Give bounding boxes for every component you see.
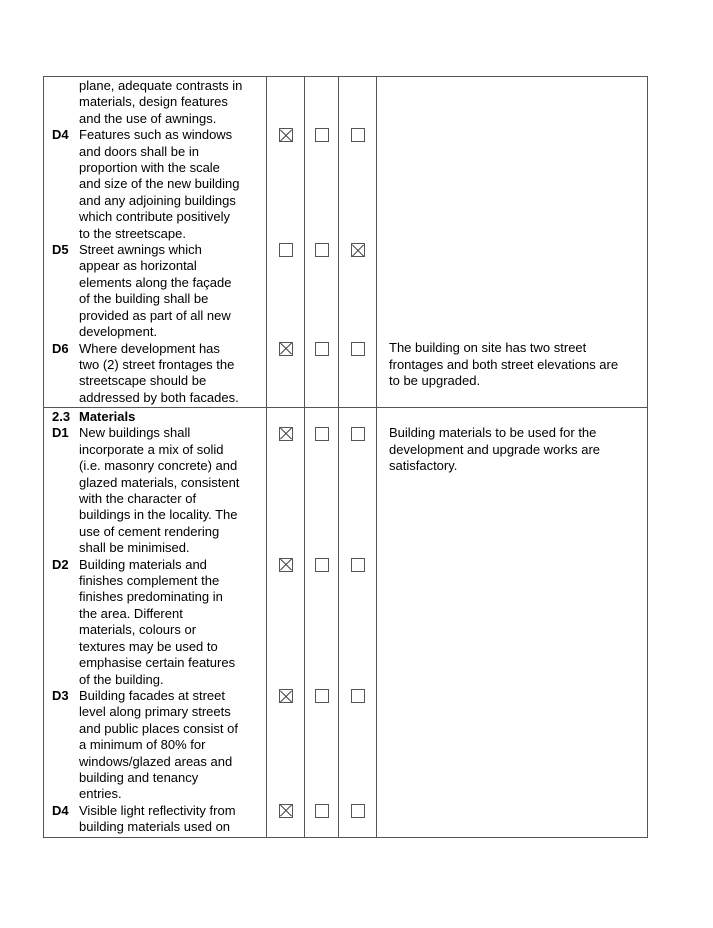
item-text-line: Where development has bbox=[79, 340, 220, 356]
comments-cell bbox=[377, 408, 648, 838]
item-text-line: buildings in the locality. The bbox=[79, 507, 238, 523]
item-code bbox=[52, 324, 79, 340]
item-code bbox=[52, 144, 79, 160]
continued-line bbox=[52, 111, 260, 127]
comment-line: to be upgraded. bbox=[389, 373, 481, 389]
item-line bbox=[52, 291, 260, 307]
item-line bbox=[52, 160, 260, 176]
comment-line: frontages and both street elevations are bbox=[389, 356, 619, 372]
item-code bbox=[52, 442, 79, 458]
item-line bbox=[52, 573, 260, 589]
item-line bbox=[52, 688, 260, 704]
item-text-line: Visible light reflectivity from bbox=[79, 802, 236, 818]
comment-line: Building materials to be used for the bbox=[389, 425, 597, 441]
item-text-line: materials, colours or bbox=[79, 622, 197, 638]
item-text-line: Features such as windows bbox=[79, 127, 233, 143]
item-code bbox=[52, 160, 79, 176]
item-line bbox=[52, 754, 260, 770]
item-code bbox=[52, 655, 79, 671]
yes-column bbox=[267, 408, 305, 838]
empty-checkbox[interactable] bbox=[351, 689, 365, 703]
item-code bbox=[52, 639, 79, 655]
item-line bbox=[52, 475, 260, 491]
item-text-line: level along primary streets bbox=[79, 704, 231, 720]
item-text-line: development. bbox=[79, 324, 158, 340]
item-text-line: of the building shall be bbox=[79, 291, 209, 307]
item-line bbox=[52, 622, 260, 638]
item-code: D3 bbox=[52, 687, 69, 703]
item-text-line: emphasise certain features bbox=[79, 655, 236, 671]
empty-checkbox[interactable] bbox=[351, 128, 365, 142]
item-code bbox=[52, 291, 79, 307]
item-code bbox=[52, 622, 79, 638]
item-line bbox=[52, 308, 260, 324]
item-line bbox=[52, 770, 260, 786]
item-line bbox=[52, 341, 260, 357]
item-code bbox=[52, 357, 79, 373]
item-line bbox=[52, 442, 260, 458]
item-text-line: proportion with the scale bbox=[79, 160, 220, 176]
item-text-line: (i.e. masonry concrete) and bbox=[79, 458, 238, 474]
item-text-line: incorporate a mix of solid bbox=[79, 441, 224, 457]
item-line bbox=[52, 176, 260, 192]
checked-checkbox[interactable] bbox=[351, 243, 365, 257]
item-code bbox=[52, 475, 79, 491]
item-text-line: finishes complement the bbox=[79, 573, 220, 589]
item-line bbox=[52, 786, 260, 802]
item-text-line: entries. bbox=[79, 786, 122, 802]
item-line bbox=[52, 672, 260, 688]
item-text-line: with the character of bbox=[79, 491, 197, 507]
comment-line: satisfactory. bbox=[389, 458, 458, 474]
item-text-line: materials, design features bbox=[79, 94, 228, 110]
item-text-line: to the streetscape. bbox=[79, 225, 186, 241]
item-code: D1 bbox=[52, 425, 69, 441]
empty-checkbox[interactable] bbox=[315, 689, 329, 703]
item-text-line: Building materials and bbox=[79, 556, 207, 572]
item-code bbox=[52, 458, 79, 474]
item-text-line: which contribute positively bbox=[79, 209, 231, 225]
comment bbox=[389, 340, 637, 389]
item-code bbox=[52, 78, 79, 94]
item-code: D6 bbox=[52, 340, 69, 356]
item-text-line: and doors shall be in bbox=[79, 143, 199, 159]
item-line bbox=[52, 803, 260, 819]
item-code bbox=[52, 491, 79, 507]
item-code bbox=[52, 819, 79, 835]
item-text-line: two (2) street frontages the bbox=[79, 356, 235, 372]
item-text-line: and any adjoining buildings bbox=[79, 192, 236, 208]
na-column bbox=[339, 77, 377, 408]
item-code bbox=[52, 524, 79, 540]
item-line bbox=[52, 373, 260, 389]
item-text-line: of the building. bbox=[79, 671, 164, 687]
empty-checkbox[interactable] bbox=[351, 804, 365, 818]
item-code: D4 bbox=[52, 802, 69, 818]
section-row-materials bbox=[44, 408, 648, 838]
continued-line bbox=[52, 78, 260, 94]
empty-checkbox[interactable] bbox=[351, 558, 365, 572]
item-code: D5 bbox=[52, 242, 69, 258]
item-text-line: finishes predominating in bbox=[79, 589, 223, 605]
item-text-line: addressed by both facades. bbox=[79, 389, 239, 405]
item-line bbox=[52, 357, 260, 373]
item-code bbox=[52, 111, 79, 127]
item-line bbox=[52, 242, 260, 258]
item-code bbox=[52, 94, 79, 110]
item-line bbox=[52, 524, 260, 540]
item-text-line: the area. Different bbox=[79, 605, 183, 621]
item-text-line: Building facades at street bbox=[79, 687, 225, 703]
item-line bbox=[52, 639, 260, 655]
item-text-line: Materials bbox=[79, 409, 136, 424]
item-code bbox=[52, 540, 79, 556]
item-code bbox=[52, 573, 79, 589]
item-line bbox=[52, 540, 260, 556]
checked-checkbox[interactable] bbox=[279, 689, 293, 703]
section-row-facade bbox=[44, 77, 648, 408]
empty-checkbox[interactable] bbox=[315, 342, 329, 356]
item-text-line: Street awnings which bbox=[79, 242, 202, 258]
item-code bbox=[52, 704, 79, 720]
empty-checkbox[interactable] bbox=[351, 342, 365, 356]
item-text-line: building materials used on bbox=[79, 819, 231, 835]
item-code: D4 bbox=[52, 127, 69, 143]
item-code bbox=[52, 786, 79, 802]
checked-checkbox[interactable] bbox=[279, 804, 293, 818]
item-line bbox=[52, 275, 260, 291]
item-code bbox=[52, 672, 79, 688]
item-code bbox=[52, 226, 79, 242]
item-line bbox=[52, 721, 260, 737]
item-line bbox=[52, 491, 260, 507]
item-line bbox=[52, 507, 260, 523]
empty-checkbox[interactable] bbox=[315, 243, 329, 257]
checked-checkbox[interactable] bbox=[279, 128, 293, 142]
item-text-line: elements along the façade bbox=[79, 274, 232, 290]
item-code bbox=[52, 176, 79, 192]
item-line bbox=[52, 127, 260, 143]
item-line bbox=[52, 458, 260, 474]
item-text-line: and public places consist of bbox=[79, 720, 238, 736]
item-line bbox=[52, 737, 260, 753]
item-text-line: streetscape should be bbox=[79, 373, 207, 389]
item-text-line: provided as part of all new bbox=[79, 307, 231, 323]
comment-line: The building on site has two street bbox=[389, 340, 587, 356]
item-line bbox=[52, 655, 260, 671]
na-column bbox=[339, 408, 377, 838]
item-text-line: New buildings shall bbox=[79, 425, 191, 441]
empty-checkbox[interactable] bbox=[351, 427, 365, 441]
item-code bbox=[52, 754, 79, 770]
empty-checkbox[interactable] bbox=[315, 427, 329, 441]
item-code bbox=[52, 390, 79, 406]
item-line bbox=[52, 606, 260, 622]
item-code: D2 bbox=[52, 556, 69, 572]
item-code bbox=[52, 770, 79, 786]
checked-checkbox[interactable] bbox=[279, 427, 293, 441]
empty-checkbox[interactable] bbox=[315, 558, 329, 572]
empty-checkbox[interactable] bbox=[315, 128, 329, 142]
checked-checkbox[interactable] bbox=[279, 342, 293, 356]
item-text-line: use of cement rendering bbox=[79, 523, 220, 539]
checked-checkbox[interactable] bbox=[279, 558, 293, 572]
item-line bbox=[52, 193, 260, 209]
item-line bbox=[52, 144, 260, 160]
item-code bbox=[52, 275, 79, 291]
description-cell bbox=[44, 77, 267, 408]
item-text-line: building and tenancy bbox=[79, 769, 199, 785]
item-line bbox=[52, 589, 260, 605]
item-code bbox=[52, 373, 79, 389]
item-line bbox=[52, 390, 260, 406]
item-text-line: textures may be used to bbox=[79, 638, 218, 654]
compliance-table bbox=[43, 76, 648, 838]
item-code bbox=[52, 308, 79, 324]
section-heading bbox=[52, 409, 260, 425]
item-line bbox=[52, 209, 260, 225]
item-code bbox=[52, 258, 79, 274]
comment-line: development and upgrade works are bbox=[389, 441, 601, 457]
no-column bbox=[305, 408, 339, 838]
item-line bbox=[52, 258, 260, 274]
comment bbox=[389, 425, 637, 474]
item-code bbox=[52, 209, 79, 225]
item-line bbox=[52, 557, 260, 573]
description-cell bbox=[44, 408, 267, 838]
item-code bbox=[52, 507, 79, 523]
item-line bbox=[52, 819, 260, 835]
item-text-line: windows/glazed areas and bbox=[79, 753, 233, 769]
item-text-line: a minimum of 80% for bbox=[79, 737, 206, 753]
item-text-line: and size of the new building bbox=[79, 176, 240, 192]
yes-column bbox=[267, 77, 305, 408]
no-column bbox=[305, 77, 339, 408]
item-code bbox=[52, 737, 79, 753]
item-code bbox=[52, 721, 79, 737]
item-text-line: appear as horizontal bbox=[79, 258, 197, 274]
item-line bbox=[52, 226, 260, 242]
item-text-line: plane, adequate contrasts in bbox=[79, 78, 243, 93]
continued-line bbox=[52, 94, 260, 110]
comments-cell bbox=[377, 77, 648, 408]
empty-checkbox[interactable] bbox=[279, 243, 293, 257]
item-text-line: shall be minimised. bbox=[79, 540, 190, 556]
item-line bbox=[52, 324, 260, 340]
item-code: 2.3 bbox=[52, 409, 71, 424]
item-text-line: glazed materials, consistent bbox=[79, 474, 240, 490]
item-text-line: and the use of awnings. bbox=[79, 110, 217, 126]
item-code bbox=[52, 606, 79, 622]
empty-checkbox[interactable] bbox=[315, 804, 329, 818]
item-line bbox=[52, 704, 260, 720]
item-code bbox=[52, 193, 79, 209]
item-code bbox=[52, 589, 79, 605]
item-line bbox=[52, 425, 260, 441]
